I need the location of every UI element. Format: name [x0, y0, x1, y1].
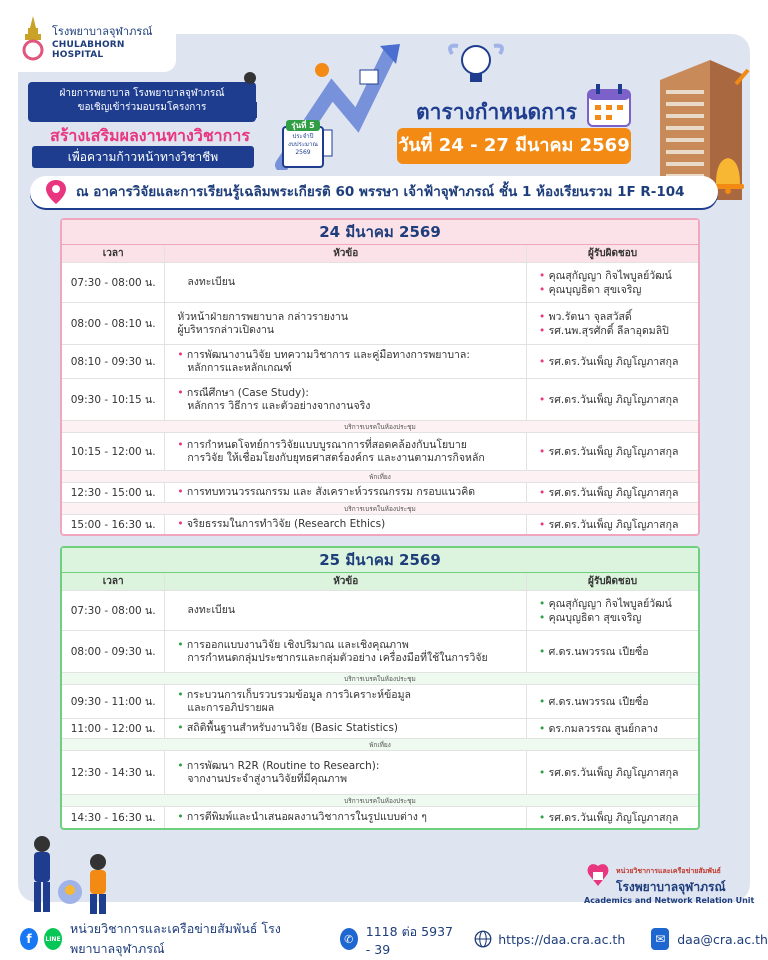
- responsible-name: รศ.ดร.วันเพ็ญ ภิญโญภาสกุล: [548, 518, 679, 531]
- topic-line: การตีพิมพ์และนำเสนอผลงานวิชาการในรูปแบบต่าง ๆ: [186, 811, 427, 823]
- topic-line: การวิจัย ให้เชื่อมโยงกับยุทธศาสตร์องค์กร และงานตามภารกิจหลัก: [187, 451, 485, 464]
- globe-icon: [474, 928, 492, 950]
- table-row: [62, 432, 698, 470]
- responsible-name: รศ.ดร.วันเพ็ญ ภิญโญภาสกุล: [548, 445, 679, 458]
- topic-line: สถิติพื้นฐานสำหรับงานวิจัย (Basic Statistics): [186, 722, 399, 734]
- row-time: 09:30 - 10:15 น.: [62, 379, 165, 420]
- table-row: [62, 262, 698, 302]
- responsible-person: • รศ.ดร.วันเพ็ญ ภิญโญภาสกุล: [539, 393, 679, 406]
- unit-hospital-name: โรงพยาบาลจุฬาภรณ์: [616, 880, 726, 894]
- responsible-person: • รศ.ดร.วันเพ็ญ ภิญโญภาสกุล: [539, 811, 679, 824]
- responsible-person: • รศ.นพ.สุรศักดิ์ ลีลาอุดมลิปิ: [539, 324, 669, 337]
- table-row: [62, 630, 698, 672]
- row-responsible: [527, 303, 698, 344]
- calendar-icon: [586, 84, 632, 128]
- lightbulb-icon: [446, 36, 506, 92]
- topic-line: กรณีศึกษา (Case Study):: [186, 386, 309, 399]
- row-responsible: [527, 685, 698, 718]
- project-title: สร้างเสริมผลงานทางวิชาการ: [50, 126, 250, 145]
- cohort-badge: [282, 121, 324, 168]
- day1-title: 24 มีนาคม 2569: [62, 220, 698, 244]
- responsible-name: คุณสุกัญญา กิจไพบูลย์วัฒน์: [548, 597, 672, 610]
- department-banner: [28, 82, 256, 122]
- break-row: พักเที่ยง: [62, 738, 698, 750]
- unit-english-name: Academics and Network Relation Unit: [584, 896, 755, 905]
- row-topic: • สถิติพื้นฐานสำหรับงานวิจัย (Basic Statistics): [165, 719, 527, 738]
- break-row: บริการเบรคในห้องประชุม: [62, 502, 698, 514]
- table-row: [62, 806, 698, 828]
- day1-column-headers: [62, 244, 698, 262]
- responsible-person: • ศ.ดร.นพวรรณ เปียซื่อ: [539, 695, 649, 708]
- row-time: 12:30 - 15:00 น.: [62, 483, 165, 502]
- topic-line: หลักการและหลักเกณฑ์: [187, 361, 292, 374]
- topic-line: จริยธรรมในการทำวิจัย (Research Ethics): [186, 518, 386, 530]
- responsible-name: คุณบุญธิดา สุขเจริญ: [548, 283, 642, 296]
- facebook-icon[interactable]: f: [20, 928, 38, 950]
- responsible-person: • ศ.ดร.นพวรรณ เปียซื่อ: [539, 645, 649, 658]
- day2-column-headers: [62, 572, 698, 590]
- col-topic-header: หัวข้อ: [165, 573, 527, 590]
- table-row: [62, 514, 698, 534]
- topic-line: การกำหนดกลุ่มประชากรและกลุ่มตัวอย่าง เครื่องมือที่ใช้ในการวิจัย: [187, 651, 488, 664]
- table-row: [62, 482, 698, 502]
- row-time: 08:00 - 08:10 น.: [62, 303, 165, 344]
- row-responsible: [527, 807, 698, 828]
- row-time: 08:00 - 09:30 น.: [62, 631, 165, 672]
- topic-line: หลักการ วิธีการ และตัวอย่างจากงานจริง: [187, 399, 371, 412]
- responsible-name: คุณบุญธิดา สุขเจริญ: [548, 611, 642, 624]
- row-responsible: [527, 345, 698, 378]
- table-row: [62, 344, 698, 378]
- row-topic: • การออกแบบงานวิจัย เชิงปริมาณ และเชิงคุณภาพ การกำหนดกลุ่มประชากรและกลุ่มตัวอย่าง เครื่องมือที่ใช้ในการวิจัย: [165, 631, 527, 672]
- team-illustration: [12, 822, 122, 918]
- responsible-name: รศ.ดร.วันเพ็ญ ภิญโญภาสกุล: [548, 355, 679, 368]
- row-time: 07:30 - 08:00 น.: [62, 263, 165, 302]
- row-time: 15:00 - 16:30 น.: [62, 515, 165, 534]
- table-row: [62, 718, 698, 738]
- cohort-year: 2569: [295, 149, 311, 156]
- responsible-person: • คุณบุญธิดา สุขเจริญ: [539, 611, 642, 624]
- topic-line: การออกแบบงานวิจัย เชิงปริมาณ และเชิงคุณภาพ: [186, 638, 409, 651]
- day2-schedule-table: [60, 546, 700, 830]
- row-responsible: [527, 263, 698, 302]
- row-time: 10:15 - 12:00 น.: [62, 433, 165, 470]
- topic-line: กระบวนการเก็บรวบรวมข้อมูล การวิเคราะห์ข้อมูล: [186, 688, 411, 701]
- responsible-person: • คุณสุกัญญา กิจไพบูลย์วัฒน์: [539, 597, 672, 610]
- break-row: บริการเบรคในห้องประชุม: [62, 672, 698, 684]
- row-topic: • กรณีศึกษา (Case Study): หลักการ วิธีการ และตัวอย่างจากงานจริง: [165, 379, 527, 420]
- row-time: 11:00 - 12:00 น.: [62, 719, 165, 738]
- row-time: 09:30 - 11:00 น.: [62, 685, 165, 718]
- row-topic: • การพัฒนา R2R (Routine to Research): จากงานประจำสู่งานวิจัยที่มีคุณภาพ: [165, 751, 527, 794]
- footer-unit-name: หน่วยวิชาการและเครือข่ายสัมพันธ์ โรงพยาบาลจุฬาภรณ์: [69, 921, 281, 956]
- responsible-person: • พว.รัตนา จุลสวัสดิ์: [539, 310, 632, 323]
- row-topic: [165, 303, 527, 344]
- break-row: บริการเบรคในห้องประชุม: [62, 420, 698, 432]
- department-line-1: ฝ่ายการพยาบาล โรงพยาบาลจุฬาภรณ์: [59, 88, 225, 99]
- col-resp-header: ผู้รับผิดชอบ: [588, 248, 638, 259]
- logo-thai-name: โรงพยาบาลจุฬาภรณ์: [52, 25, 153, 38]
- topic-line: หัวหน้าฝ่ายการพยาบาล กล่าวรายงาน: [177, 310, 349, 323]
- responsible-person: • คุณบุญธิดา สุขเจริญ: [539, 283, 642, 296]
- row-responsible: [527, 433, 698, 470]
- topic-line: ลงทะเบียน: [187, 604, 236, 616]
- project-subtitle: เพื่อความก้าวหน้าทางวิชาชีพ: [32, 146, 254, 168]
- row-time: 08:10 - 09:30 น.: [62, 345, 165, 378]
- topic-line: ผู้บริหารกล่าวเปิดงาน: [177, 323, 275, 336]
- schedule-title: ตารางกำหนดการ: [416, 100, 577, 124]
- row-responsible: [527, 483, 698, 502]
- table-row: [62, 684, 698, 718]
- responsible-name: รศ.ดร.วันเพ็ญ ภิญโญภาสกุล: [548, 393, 679, 406]
- col-topic-header: หัวข้อ: [165, 245, 527, 262]
- topic-line: และการอภิปรายผล: [187, 701, 275, 714]
- row-topic: • การพัฒนางานวิจัย บทความวิชาการ และคู่มือทางการพยาบาล: หลักการและหลักเกณฑ์: [165, 345, 527, 378]
- footer-website-link[interactable]: https://daa.cra.ac.th: [498, 931, 626, 947]
- responsible-person: • รศ.ดร.วันเพ็ญ ภิญโญภาสกุล: [539, 355, 679, 368]
- responsible-person: • คุณสุกัญญา กิจไพบูลย์วัฒน์: [539, 269, 672, 282]
- email-icon: ✉: [651, 928, 669, 950]
- responsible-name: รศ.ดร.วันเพ็ญ ภิญโญภาสกุล: [548, 811, 679, 824]
- row-topic: [165, 591, 527, 630]
- break-row: พักเที่ยง: [62, 470, 698, 482]
- row-time: 14:30 - 16:30 น.: [62, 807, 165, 828]
- row-topic: • การทบทวนวรรณกรรม และ สังเคราะห์วรรณกรรม กรอบแนวคิด: [165, 483, 527, 502]
- table-row: [62, 590, 698, 630]
- day2-title: 25 มีนาคม 2569: [62, 548, 698, 572]
- date-range-badge: วันที่ 24 - 27 มีนาคม 2569: [397, 128, 631, 164]
- responsible-name: พว.รัตนา จุลสวัสดิ์: [548, 310, 632, 323]
- row-responsible: [527, 379, 698, 420]
- line-icon[interactable]: LINE: [44, 928, 62, 950]
- department-line-2: ขอเชิญเข้าร่วมอบรมโครงการ: [77, 102, 207, 113]
- row-topic: [165, 263, 527, 302]
- table-row: [62, 302, 698, 344]
- responsible-name: รศ.นพ.สุรศักดิ์ ลีลาอุดมลิปิ: [548, 324, 669, 337]
- table-row: [62, 378, 698, 420]
- responsible-name: รศ.ดร.วันเพ็ญ ภิญโญภาสกุล: [548, 486, 679, 499]
- venue-text: ณ อาคารวิจัยและการเรียนรู้เฉลิมพระเกียรติ 60 พรรษา เจ้าฟ้าจุฬาภรณ์ ชั้น 1 ห้องเรียนรวม 1F R-104: [76, 184, 685, 200]
- row-responsible: [527, 751, 698, 794]
- cohort-label-2: งบประมาณ: [288, 141, 318, 148]
- responsible-person: • รศ.ดร.วันเพ็ญ ภิญโญภาสกุล: [539, 766, 679, 779]
- col-time-header: เวลา: [62, 573, 165, 590]
- cohort-number: รุ่นที่ 5: [286, 120, 320, 131]
- topic-line: การทบทวนวรรณกรรม และ สังเคราะห์วรรณกรรม กรอบแนวคิด: [186, 486, 476, 498]
- logo-english-name: CHULABHORN HOSPITAL: [52, 40, 125, 60]
- map-pin-icon: [46, 180, 66, 204]
- day1-schedule-table: [60, 218, 700, 536]
- topic-line: การพัฒนางานวิจัย บทความวิชาการ และคู่มือทางการพยาบาล:: [186, 348, 470, 361]
- footer-phone[interactable]: 1118 ต่อ 5937 - 39: [365, 923, 453, 957]
- topic-line: จากงานประจำสู่งานวิจัยที่มีคุณภาพ: [187, 772, 348, 785]
- person-illustration: [228, 70, 268, 120]
- row-time: 12:30 - 14:30 น.: [62, 751, 165, 794]
- hospital-logo: [6, 8, 176, 72]
- row-responsible: [527, 719, 698, 738]
- row-topic: • จริยธรรมในการทำวิจัย (Research Ethics): [165, 515, 527, 534]
- footer-email-link[interactable]: daa@cra.ac.th: [677, 931, 768, 947]
- responsible-name: ศ.ดร.นพวรรณ เปียซื่อ: [548, 695, 649, 708]
- table-row: [62, 750, 698, 794]
- row-topic: • การตีพิมพ์และนำเสนอผลงานวิชาการในรูปแบบต่าง ๆ: [165, 807, 527, 828]
- row-time: 07:30 - 08:00 น.: [62, 591, 165, 630]
- responsible-person: • รศ.ดร.วันเพ็ญ ภิญโญภาสกุล: [539, 486, 679, 499]
- break-row: บริการเบรคในห้องประชุม: [62, 794, 698, 806]
- row-responsible: [527, 515, 698, 534]
- responsible-person: • ดร.กมลวรรณ สูนย์กลาง: [539, 722, 658, 735]
- responsible-name: ดร.กมลวรรณ สูนย์กลาง: [548, 722, 658, 735]
- unit-logo-icon: [584, 862, 612, 892]
- cohort-label-1: ประจำปี: [292, 133, 314, 140]
- responsible-person: • รศ.ดร.วันเพ็ญ ภิญโญภาสกุล: [539, 445, 679, 458]
- hospital-crest-icon: [20, 14, 46, 62]
- row-topic: • กระบวนการเก็บรวบรวมข้อมูล การวิเคราะห์ข้อมูล และการอภิปรายผล: [165, 685, 527, 718]
- topic-line: ลงทะเบียน: [187, 276, 236, 288]
- responsible-person: • รศ.ดร.วันเพ็ญ ภิญโญภาสกุล: [539, 518, 679, 531]
- phone-icon: ✆: [340, 928, 358, 950]
- row-responsible: [527, 631, 698, 672]
- col-time-header: เวลา: [62, 245, 165, 262]
- responsible-name: ศ.ดร.นพวรรณ เปียซื่อ: [548, 645, 649, 658]
- col-resp-header: ผู้รับผิดชอบ: [588, 576, 638, 587]
- unit-thai-small: หน่วยวิชาการและเครือข่ายสัมพันธ์: [616, 867, 721, 875]
- row-topic: • การกำหนดโจทย์การวิจัยแบบบูรณาการที่สอดคล้องกับนโยบาย การวิจัย ให้เชื่อมโยงกับยุทธศาสตร์องค์กร และงานตามภารกิจหลัก: [165, 433, 527, 470]
- row-responsible: [527, 591, 698, 630]
- topic-line: การพัฒนา R2R (Routine to Research):: [186, 759, 380, 772]
- venue-location: [30, 176, 718, 208]
- responsible-name: รศ.ดร.วันเพ็ญ ภิญโญภาสกุล: [548, 766, 679, 779]
- contact-footer: [0, 918, 768, 960]
- responsible-name: คุณสุกัญญา กิจไพบูลย์วัฒน์: [548, 269, 672, 282]
- topic-line: การกำหนดโจทย์การวิจัยแบบบูรณาการที่สอดคล้องกับนโยบาย: [186, 438, 467, 451]
